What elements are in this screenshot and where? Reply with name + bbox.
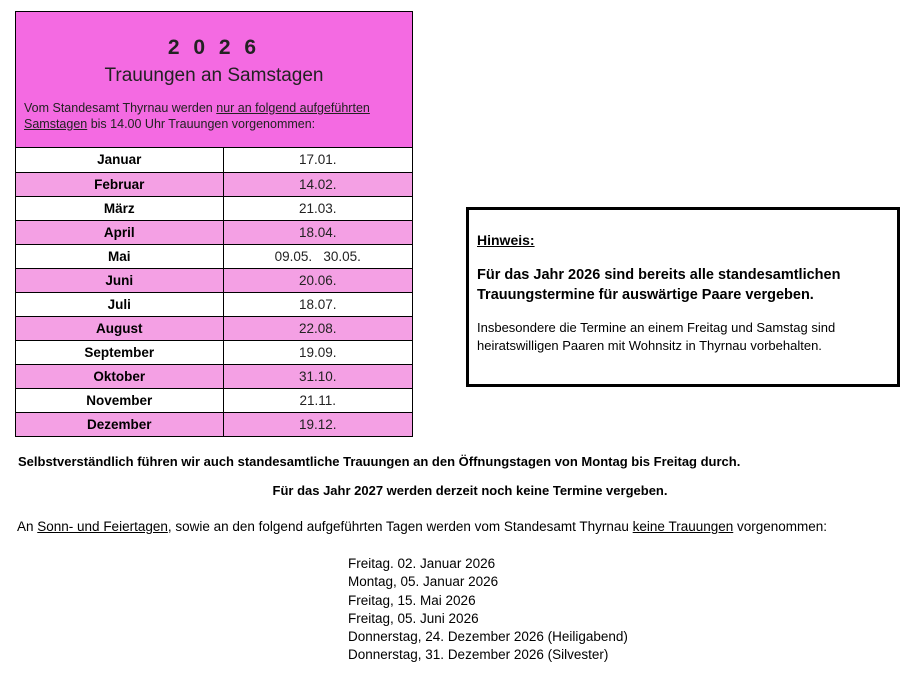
saturday-schedule: [15, 11, 413, 437]
month-cell: Februar: [16, 172, 223, 196]
month-cell: Januar: [16, 148, 223, 172]
schedule-row: [16, 172, 412, 196]
date-cell: 22.08.: [223, 316, 412, 340]
closed-day-item: Freitag, 05. Juni 2026: [348, 610, 479, 626]
intro-prefix: Vom Standesamt Thyrnau werden: [24, 101, 217, 115]
month-cell: Juli: [16, 292, 223, 316]
closed-days-list: [348, 555, 628, 665]
date-cell: 19.12.: [223, 412, 412, 436]
closed-p2: , sowie an den folgend aufgeführten Tagen werden vom Standesamt Thyrnau: [167, 519, 633, 534]
schedule-row: [16, 316, 412, 340]
closed-u1: Sonn- und Feiertagen: [37, 519, 168, 534]
month-cell: Dezember: [16, 412, 223, 436]
schedule-row: [16, 388, 412, 412]
notice-heading: Hinweis:: [477, 232, 535, 248]
schedule-intro: [24, 100, 404, 132]
schedule-row: [16, 268, 412, 292]
schedule-table: [16, 148, 412, 436]
weekday-weddings-text: Selbstverständlich führen wir auch standesamtliche Trauungen an den Öffnungstagen von Montag bis Freitag durch.: [18, 454, 741, 469]
closed-day-item: Freitag. 02. Januar 2026: [348, 556, 496, 571]
date-cell: 14.02.: [223, 172, 412, 196]
date-cell: 21.11.: [223, 388, 412, 412]
next-year-text: Für das Jahr 2027 werden derzeit noch keine Termine vergeben.: [272, 483, 668, 498]
schedule-row: [16, 220, 412, 244]
month-cell: August: [16, 316, 223, 340]
notice-text: Insbesondere die Termine an einem Freitag und Samstag sind heiratswilligen Paaren mit Wohnsitz in Thyrnau vorbehalten.: [477, 320, 836, 353]
closed-days-intro: [17, 519, 827, 534]
schedule-row: [16, 364, 412, 388]
schedule-row: [16, 196, 412, 220]
month-cell: Juni: [16, 268, 223, 292]
month-cell: Oktober: [16, 364, 223, 388]
date-cell: 31.10.: [223, 364, 412, 388]
month-cell: April: [16, 220, 223, 244]
closed-p1: An: [17, 519, 38, 534]
schedule-year: 2 0 2 6: [167, 36, 261, 59]
intro-suffix: bis 14.00 Uhr Trauungen vorgenommen:: [87, 117, 316, 131]
month-cell: September: [16, 340, 223, 364]
date-cell: 18.04.: [223, 220, 412, 244]
date-cell: 17.01.: [223, 148, 412, 172]
schedule-title: Trauungen an Samstagen: [104, 65, 324, 86]
date-cell: 20.06.: [223, 268, 412, 292]
notice-bold-text: Für das Jahr 2026 sind bereits alle standesamtlichen Trauungstermine für auswärtige Paare vergeben.: [477, 267, 841, 303]
month-cell: März: [16, 196, 223, 220]
intro-underlined: nur an folgend aufgeführten Samstagen: [24, 101, 370, 131]
closed-day-item: Montag, 05. Januar 2026: [348, 574, 499, 590]
schedule-row: [16, 244, 412, 268]
month-cell: November: [16, 388, 223, 412]
schedule-header: [16, 12, 412, 148]
schedule-row: [16, 340, 412, 364]
closed-p3: vorgenommen:: [733, 519, 828, 534]
closed-day-item: Freitag, 15. Mai 2026: [348, 592, 476, 608]
date-cell: 09.05. 30.05.: [223, 244, 412, 268]
closed-u2: keine Trauungen: [632, 519, 734, 534]
schedule-row: [16, 148, 412, 172]
closed-day-item: Donnerstag, 24. Dezember 2026 (Heiligabend): [348, 629, 628, 645]
closed-day-item: Donnerstag, 31. Dezember 2026 (Silvester): [348, 647, 609, 663]
date-cell: 21.03.: [223, 196, 412, 220]
date-cell: 18.07.: [223, 292, 412, 316]
date-cell: 19.09.: [223, 340, 412, 364]
month-cell: Mai: [16, 244, 223, 268]
schedule-row: [16, 412, 412, 436]
notice-box: [466, 207, 900, 387]
schedule-row: [16, 292, 412, 316]
